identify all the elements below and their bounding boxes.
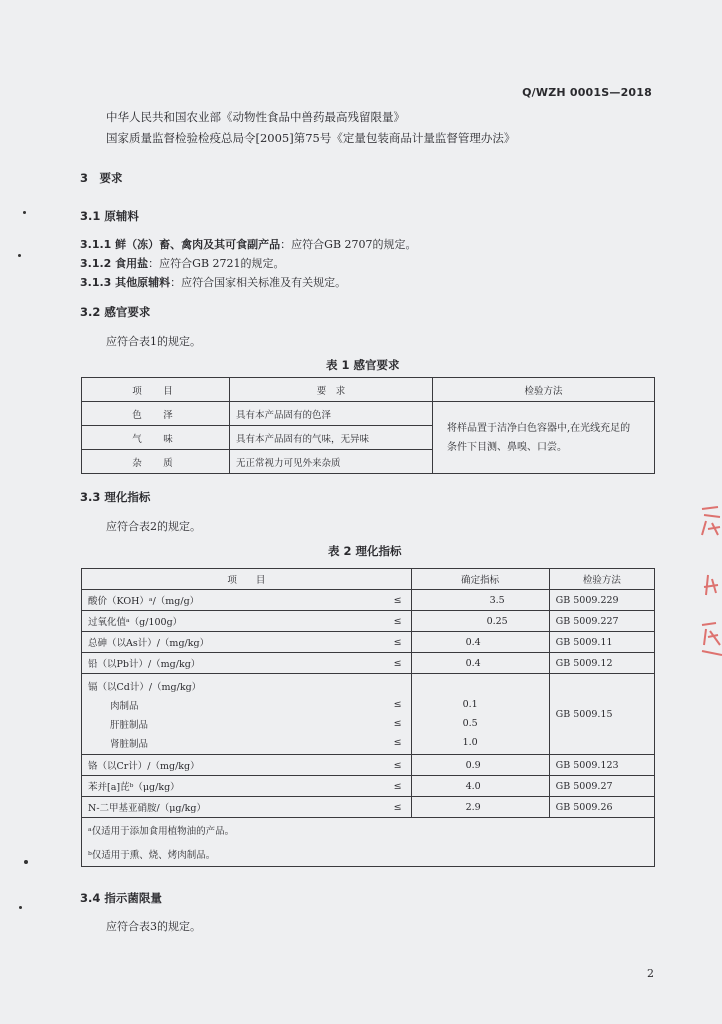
le-symbol: ≤ bbox=[385, 776, 412, 797]
document-code: Q/WZH 0001S—2018 bbox=[522, 86, 652, 99]
t2-row-method: GB 5009.227 bbox=[549, 611, 654, 632]
t2-header-method: 检验方法 bbox=[549, 569, 654, 590]
t2-cd-item bbox=[82, 674, 385, 755]
section-3-3-text: 应符合表2的规定。 bbox=[106, 520, 201, 533]
t1-row-smell-req: 具有本产品固有的气味，无异味 bbox=[230, 426, 433, 450]
t2-header-item: 项 目 bbox=[82, 569, 412, 590]
sensory-table bbox=[81, 377, 655, 474]
t2-cd-title: 镉（以Cd计）/（mg/kg） bbox=[88, 681, 202, 693]
t2-row-item: 苯并[a]芘ᵇ（μg/kg） bbox=[82, 776, 385, 797]
le-symbol: ≤ bbox=[393, 718, 402, 729]
t2-row-method: GB 5009.27 bbox=[549, 776, 654, 797]
t2-row-method: GB 5009.12 bbox=[549, 653, 654, 674]
scan-speck bbox=[24, 860, 28, 864]
t2-cd-sub-meat: 肉制品 bbox=[110, 700, 139, 712]
t2-footnote-b: ᵇ仅适用于熏、烧、烤肉制品。 bbox=[82, 842, 655, 867]
section-3-4-text: 应符合表3的规定。 bbox=[106, 920, 201, 933]
table1-caption: 表 1 感官要求 bbox=[326, 358, 400, 372]
t2-row-method: GB 5009.123 bbox=[549, 755, 654, 776]
section-3-2-heading: 3.2 感官要求 bbox=[80, 305, 151, 319]
t2-cd-value-kidney: 1.0 bbox=[462, 737, 478, 748]
le-symbol: ≤ bbox=[393, 737, 402, 748]
t2-cd-le-col bbox=[385, 674, 412, 755]
clause-3-1-3-text: ：应符合国家相关标准及有关规定。 bbox=[170, 276, 347, 289]
t2-row-item: 铅（以Pb计）/（mg/kg） bbox=[82, 653, 385, 674]
page-number: 2 bbox=[647, 967, 654, 980]
t2-row-value: 0.4 bbox=[411, 653, 549, 674]
t2-cd-values bbox=[411, 674, 549, 755]
table2-caption: 表 2 理化指标 bbox=[328, 544, 402, 558]
t2-cd-value-liver: 0.5 bbox=[462, 718, 478, 729]
clause-3-1-1-text: ：应符合GB 2707的规定。 bbox=[280, 238, 417, 251]
scan-speck bbox=[19, 906, 22, 909]
t2-row-method: GB 5009.11 bbox=[549, 632, 654, 653]
section-3-1-heading: 3.1 原辅料 bbox=[80, 209, 139, 223]
le-symbol: ≤ bbox=[385, 653, 412, 674]
t2-row-value: 2.9 bbox=[411, 797, 549, 818]
t2-footnote-a: ᵃ仅适用于添加食用植物油的产品。 bbox=[82, 818, 655, 843]
physicochemical-table bbox=[81, 568, 655, 867]
seal-stamp-fragment bbox=[694, 495, 722, 675]
t2-row-method: GB 5009.229 bbox=[549, 590, 654, 611]
le-symbol: ≤ bbox=[393, 699, 402, 710]
t1-row-color-item: 色 泽 bbox=[82, 402, 230, 426]
t2-row-item: 总砷（以As计）/（mg/kg） bbox=[82, 632, 385, 653]
clause-3-1-2 bbox=[80, 255, 285, 271]
t1-header-item: 项 目 bbox=[82, 378, 230, 402]
t2-row-item: 过氧化值ᵃ（g/100g） bbox=[82, 611, 385, 632]
t2-row-value: 4.0 bbox=[411, 776, 549, 797]
clause-3-1-2-text: ：应符合GB 2721的规定。 bbox=[148, 257, 285, 270]
t2-cd-method: GB 5009.15 bbox=[549, 674, 654, 755]
t1-header-method: 检验方法 bbox=[433, 378, 655, 402]
t1-row-smell-item: 气 味 bbox=[82, 426, 230, 450]
section-3-heading: 3 要求 bbox=[80, 171, 123, 185]
t2-row-value: 0.4 bbox=[411, 632, 549, 653]
le-symbol: ≤ bbox=[385, 590, 412, 611]
t2-header-value: 确定指标 bbox=[411, 569, 549, 590]
t2-row-item: N-二甲基亚硝胺/（μg/kg） bbox=[82, 797, 385, 818]
t1-header-req: 要 求 bbox=[230, 378, 433, 402]
le-symbol: ≤ bbox=[385, 611, 412, 632]
section-3-4-heading: 3.4 指示菌限量 bbox=[80, 891, 162, 905]
le-symbol: ≤ bbox=[385, 797, 412, 818]
clause-3-1-3-label: 3.1.3 其他原辅料 bbox=[80, 276, 171, 289]
scan-speck bbox=[23, 211, 26, 214]
section-3-2-text: 应符合表1的规定。 bbox=[106, 335, 201, 348]
t2-row-method: GB 5009.26 bbox=[549, 797, 654, 818]
clause-3-1-1 bbox=[80, 236, 417, 252]
t2-cd-sub-liver: 肝脏制品 bbox=[110, 719, 149, 731]
t2-row-item: 铬（以Cr计）/（mg/kg） bbox=[82, 755, 385, 776]
t1-method: 将样品置于洁净白色容器中,在光线充足的条件下目测、鼻嗅、口尝。 bbox=[433, 402, 655, 474]
clause-3-1-1-label: 3.1.1 鲜（冻）畜、禽肉及其可食副产品 bbox=[80, 238, 281, 251]
le-symbol: ≤ bbox=[385, 755, 412, 776]
t2-cd-value-meat: 0.1 bbox=[462, 699, 478, 710]
reference-line-1: 中华人民共和国农业部《动物性食品中兽药最高残留限量》 bbox=[106, 110, 405, 124]
reference-line-2: 国家质量监督检验检疫总局令[2005]第75号《定量包装商品计量监督管理办法》 bbox=[106, 131, 516, 145]
t1-row-impurity-item: 杂 质 bbox=[82, 450, 230, 474]
le-symbol: ≤ bbox=[385, 632, 412, 653]
t1-row-color-req: 具有本产品固有的色泽 bbox=[230, 402, 433, 426]
t2-row-value: 0.25 bbox=[411, 611, 549, 632]
scan-speck bbox=[18, 254, 21, 257]
clause-3-1-3 bbox=[80, 274, 346, 290]
section-3-3-heading: 3.3 理化指标 bbox=[80, 490, 151, 504]
t2-row-value: 3.5 bbox=[411, 590, 549, 611]
t2-row-item: 酸价（KOH）ᵃ/（mg/g） bbox=[82, 590, 385, 611]
t2-row-value: 0.9 bbox=[411, 755, 549, 776]
clause-3-1-2-label: 3.1.2 食用盐 bbox=[80, 257, 149, 270]
t2-cd-sub-kidney: 肾脏制品 bbox=[110, 738, 149, 750]
t1-row-impurity-req: 无正常视力可见外来杂质 bbox=[230, 450, 433, 474]
